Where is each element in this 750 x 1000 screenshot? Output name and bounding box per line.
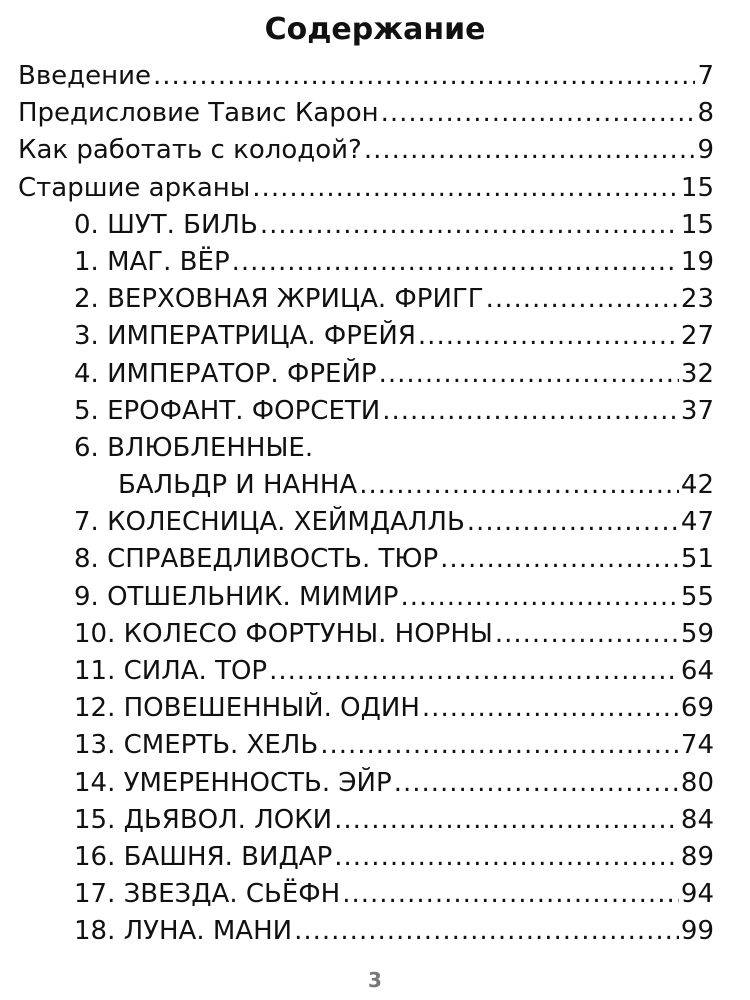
dot-leader — [359, 467, 679, 504]
dot-leader — [342, 876, 679, 913]
toc-entry-page: 94 — [680, 879, 714, 910]
toc-entry-page: 47 — [680, 507, 714, 538]
toc-entry[interactable] — [18, 802, 714, 839]
toc-entry-title: 8. СПРАВЕДЛИВОСТЬ. ТЮР — [74, 544, 439, 575]
toc-entry-page: 42 — [680, 470, 714, 501]
toc-entry-title: 9. ОТШЕЛЬНИК. МИМИР — [74, 581, 399, 612]
toc-entry-title: 17. ЗВЕЗДА. СЬЁФН — [74, 879, 341, 910]
dot-leader — [334, 802, 679, 839]
toc-entry[interactable] — [18, 244, 714, 281]
toc-entry-page: 64 — [680, 656, 714, 686]
toc-entry-page: 84 — [680, 804, 714, 835]
toc-entry-title: 0. ШУТ. БИЛЬ — [74, 209, 258, 240]
toc-entry-title: 10. КОЛЕСО ФОРТУНЫ. НОРНЫ — [74, 618, 493, 649]
dot-leader — [294, 913, 679, 950]
dot-leader — [269, 653, 679, 690]
toc-entry-page: 15 — [680, 172, 714, 203]
toc-entry-title: 4. ИМПЕРАТОР. ФРЕЙР — [74, 358, 377, 389]
toc-entry-title: 13. СМЕРТЬ. ХЕЛЬ — [74, 730, 319, 761]
dot-leader — [320, 727, 679, 764]
toc-entry-page: 32 — [680, 358, 714, 389]
toc-entry-title: 2. ВЕРХОВНАЯ ЖРИЦА. ФРИГГ — [74, 284, 484, 315]
toc-entry[interactable] — [18, 430, 714, 467]
toc-entry[interactable] — [18, 504, 714, 541]
toc-entry-page: 55 — [680, 581, 714, 612]
toc-entry-title: 12. ПОВЕШЕННЫЙ. ОДИН — [74, 693, 420, 724]
toc-entry[interactable] — [18, 839, 714, 876]
toc-entry-title: 3. ИМПЕРАТРИЦА. ФРЕЙЯ — [74, 321, 416, 352]
toc-entry-page: 7 — [697, 61, 714, 91]
dot-leader — [232, 244, 679, 281]
dot-leader — [422, 690, 679, 727]
toc-entry-page: 19 — [680, 246, 714, 277]
toc-entry-title: 1. МАГ. ВЁР — [74, 246, 230, 277]
dot-leader — [382, 393, 679, 430]
toc-entry[interactable] — [18, 58, 714, 95]
dot-leader — [440, 541, 679, 578]
dot-leader — [364, 132, 696, 169]
page-number: 3 — [368, 968, 382, 992]
dot-leader — [260, 207, 679, 244]
toc-entry-page: 74 — [680, 730, 714, 761]
toc-entry-title: 15. ДЬЯВОЛ. ЛОКИ — [74, 804, 333, 835]
toc-entry[interactable] — [18, 95, 714, 132]
toc-entry-page: 99 — [680, 916, 714, 947]
dot-leader — [495, 616, 679, 653]
toc-entry-title: Введение — [18, 61, 152, 91]
toc-entry[interactable] — [18, 393, 714, 430]
toc-entry-title: 7. КОЛЕСНИЦА. ХЕЙМДАЛЛЬ — [74, 507, 465, 538]
dot-leader — [252, 170, 679, 207]
toc-entry-title: 14. УМЕРЕННОСТЬ. ЭЙР — [74, 767, 392, 798]
toc-entry-title: 6. ВЛЮБЛЕННЫЕ. — [74, 432, 314, 463]
toc-entry[interactable] — [18, 170, 714, 207]
dot-leader — [153, 58, 695, 95]
toc-entry-title: БАЛЬДР И НАННА — [118, 470, 358, 501]
toc-entry[interactable] — [18, 132, 714, 169]
toc-entry[interactable] — [18, 318, 714, 355]
dot-leader — [486, 281, 679, 318]
toc-entry[interactable] — [18, 616, 714, 653]
toc-entry[interactable] — [18, 579, 714, 616]
toc-entry-page: 80 — [680, 767, 714, 798]
toc-entry-title: Старшие арканы — [18, 172, 251, 203]
toc-entry-title: 5. ЕРОФАНТ. ФОРСЕТИ — [74, 395, 381, 426]
dot-leader — [379, 356, 679, 393]
toc-entry-title: Предисловие Тавис Карон — [18, 98, 379, 129]
toc-entry-page: 9 — [697, 135, 714, 166]
dot-leader — [394, 765, 679, 802]
toc-entry-page: 89 — [680, 841, 714, 872]
toc-entry-page: 23 — [680, 284, 714, 315]
dot-leader — [381, 95, 696, 132]
toc-entry-continuation[interactable] — [18, 467, 714, 504]
toc-entry[interactable] — [18, 876, 714, 913]
toc-entry-title: 18. ЛУНА. МАНИ — [74, 916, 293, 947]
dot-leader — [418, 318, 679, 355]
toc-entry-page: 37 — [680, 395, 714, 426]
toc-entry-title: 11. СИЛА. ТОР — [74, 656, 268, 686]
toc-entry[interactable] — [18, 356, 714, 393]
table-of-contents — [18, 58, 714, 951]
dot-leader — [400, 579, 678, 616]
toc-entry-page: 51 — [680, 544, 714, 575]
toc-entry[interactable] — [18, 765, 714, 802]
toc-entry-title: Как работать с колодой? — [18, 135, 362, 166]
toc-entry[interactable] — [18, 541, 714, 578]
toc-entry-page: 59 — [680, 618, 714, 649]
toc-entry[interactable] — [18, 727, 714, 764]
toc-entry-page: 15 — [680, 209, 714, 240]
toc-entry[interactable] — [18, 281, 714, 318]
toc-entry-page: 8 — [697, 98, 714, 129]
toc-entry[interactable] — [18, 913, 714, 950]
toc-entry-title: 16. БАШНЯ. ВИДАР — [74, 841, 333, 872]
dot-leader — [334, 839, 679, 876]
dot-leader — [467, 504, 679, 541]
toc-entry[interactable] — [18, 207, 714, 244]
toc-entry[interactable] — [18, 690, 714, 727]
page-title: Содержание — [264, 12, 486, 47]
toc-entry-page: 27 — [680, 321, 714, 352]
toc-entry[interactable] — [18, 653, 714, 690]
toc-entry-page: 69 — [680, 693, 714, 724]
